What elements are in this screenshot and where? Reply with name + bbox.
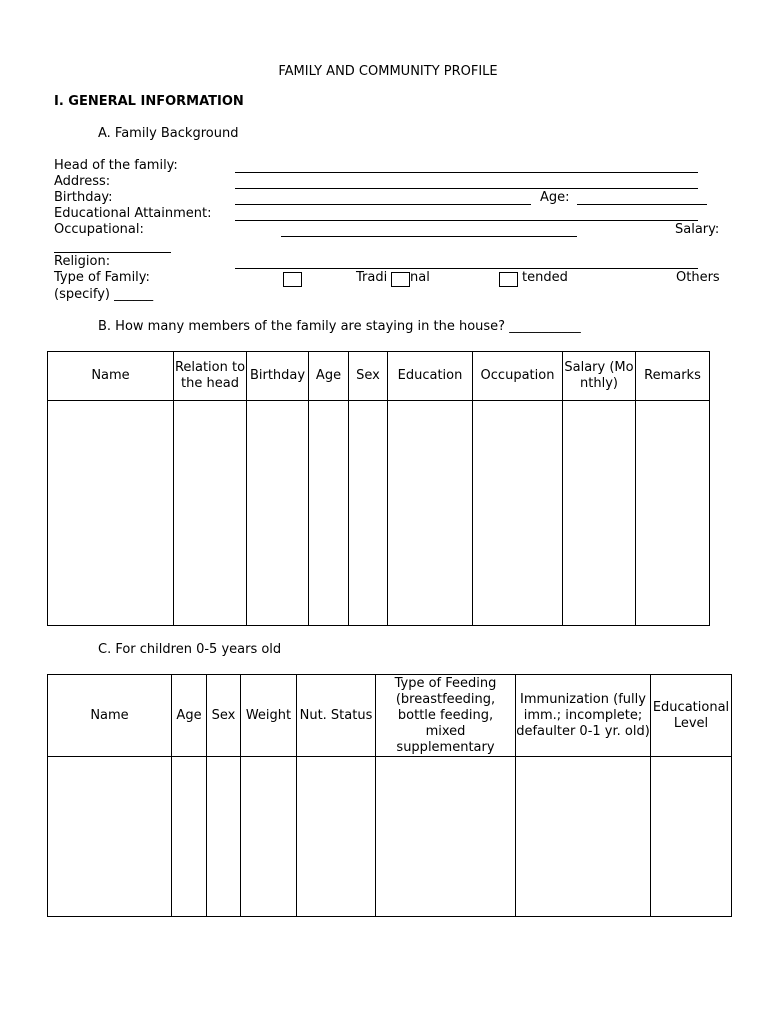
table-cell[interactable] xyxy=(349,401,388,626)
children-col-weight: Weight xyxy=(241,675,297,757)
members-body-row xyxy=(48,401,710,626)
family-background-heading: A. Family Background xyxy=(98,126,239,141)
table-cell[interactable] xyxy=(247,401,309,626)
type-of-family-label: Type of Family: xyxy=(54,270,150,285)
children-heading: C. For children 0-5 years old xyxy=(98,642,282,657)
children-col-nut-status: Nut. Status xyxy=(297,675,376,757)
section-heading: I. GENERAL INFORMATION xyxy=(54,94,244,109)
salary-field[interactable] xyxy=(54,252,171,253)
members-col-birthday: Birthday xyxy=(247,352,309,401)
children-col-sex: Sex xyxy=(207,675,241,757)
table-cell[interactable] xyxy=(473,401,563,626)
members-col-occupation: Occupation xyxy=(473,352,563,401)
table-cell[interactable] xyxy=(309,401,349,626)
table-cell[interactable] xyxy=(651,757,732,917)
children-col-immunization: Immunization (fully imm.; incomplete; defaulter 0-1 yr. old) xyxy=(516,675,651,757)
birthday-label: Birthday: xyxy=(54,190,113,205)
age-label: Age: xyxy=(540,190,570,205)
table-cell[interactable] xyxy=(636,401,710,626)
members-col-age: Age xyxy=(309,352,349,401)
table-cell[interactable] xyxy=(563,401,636,626)
members-col-remarks: Remarks xyxy=(636,352,710,401)
occupation-field[interactable] xyxy=(281,236,577,237)
table-cell[interactable] xyxy=(172,757,207,917)
family-type-checkbox-2[interactable] xyxy=(391,272,410,287)
children-col-feeding: Type of Feeding (breastfeeding, bottle feeding, mixed supplementary xyxy=(376,675,516,757)
occupation-label: Occupational: xyxy=(54,222,144,237)
option-others-label: Others xyxy=(676,270,720,285)
option-traditional-label-end: nal xyxy=(410,270,430,285)
family-type-checkbox-1[interactable] xyxy=(283,272,302,287)
members-col-salary: Salary (Monthly) xyxy=(563,352,636,401)
table-cell[interactable] xyxy=(376,757,516,917)
table-cell[interactable] xyxy=(241,757,297,917)
table-cell[interactable] xyxy=(48,401,174,626)
members-col-education: Education xyxy=(388,352,473,401)
address-field[interactable] xyxy=(235,188,698,189)
address-label: Address: xyxy=(54,174,111,189)
members-col-name: Name xyxy=(48,352,174,401)
birthday-field[interactable] xyxy=(235,204,531,205)
members-header-row xyxy=(48,352,710,401)
children-table xyxy=(47,674,732,917)
education-field[interactable] xyxy=(235,220,698,221)
page-title: FAMILY AND COMMUNITY PROFILE xyxy=(278,64,498,79)
table-cell[interactable] xyxy=(388,401,473,626)
members-table xyxy=(47,351,710,626)
children-body-row xyxy=(48,757,732,917)
children-header-row xyxy=(48,675,732,757)
age-field[interactable] xyxy=(577,204,707,205)
family-type-checkbox-3[interactable] xyxy=(499,272,518,287)
education-label: Educational Attainment: xyxy=(54,206,212,221)
option-traditional-label: Tradi xyxy=(356,270,388,285)
head-of-family-label: Head of the family: xyxy=(54,158,178,173)
table-cell[interactable] xyxy=(174,401,247,626)
table-cell[interactable] xyxy=(207,757,241,917)
children-col-name: Name xyxy=(48,675,172,757)
salary-label: Salary: xyxy=(675,222,720,237)
table-cell[interactable] xyxy=(297,757,376,917)
members-col-relation: Relation to the head xyxy=(174,352,247,401)
members-question: B. How many members of the family are staying in the house? ___________ xyxy=(98,319,581,334)
children-col-educational-level: Educational Level xyxy=(651,675,732,757)
table-cell[interactable] xyxy=(48,757,172,917)
religion-label: Religion: xyxy=(54,254,111,269)
option-extended-label: tended xyxy=(522,270,568,285)
head-of-family-field[interactable] xyxy=(235,172,698,173)
table-cell[interactable] xyxy=(516,757,651,917)
children-col-age: Age xyxy=(172,675,207,757)
religion-field[interactable] xyxy=(235,268,698,269)
specify-label: (specify) ______ xyxy=(54,287,154,302)
members-col-sex: Sex xyxy=(349,352,388,401)
